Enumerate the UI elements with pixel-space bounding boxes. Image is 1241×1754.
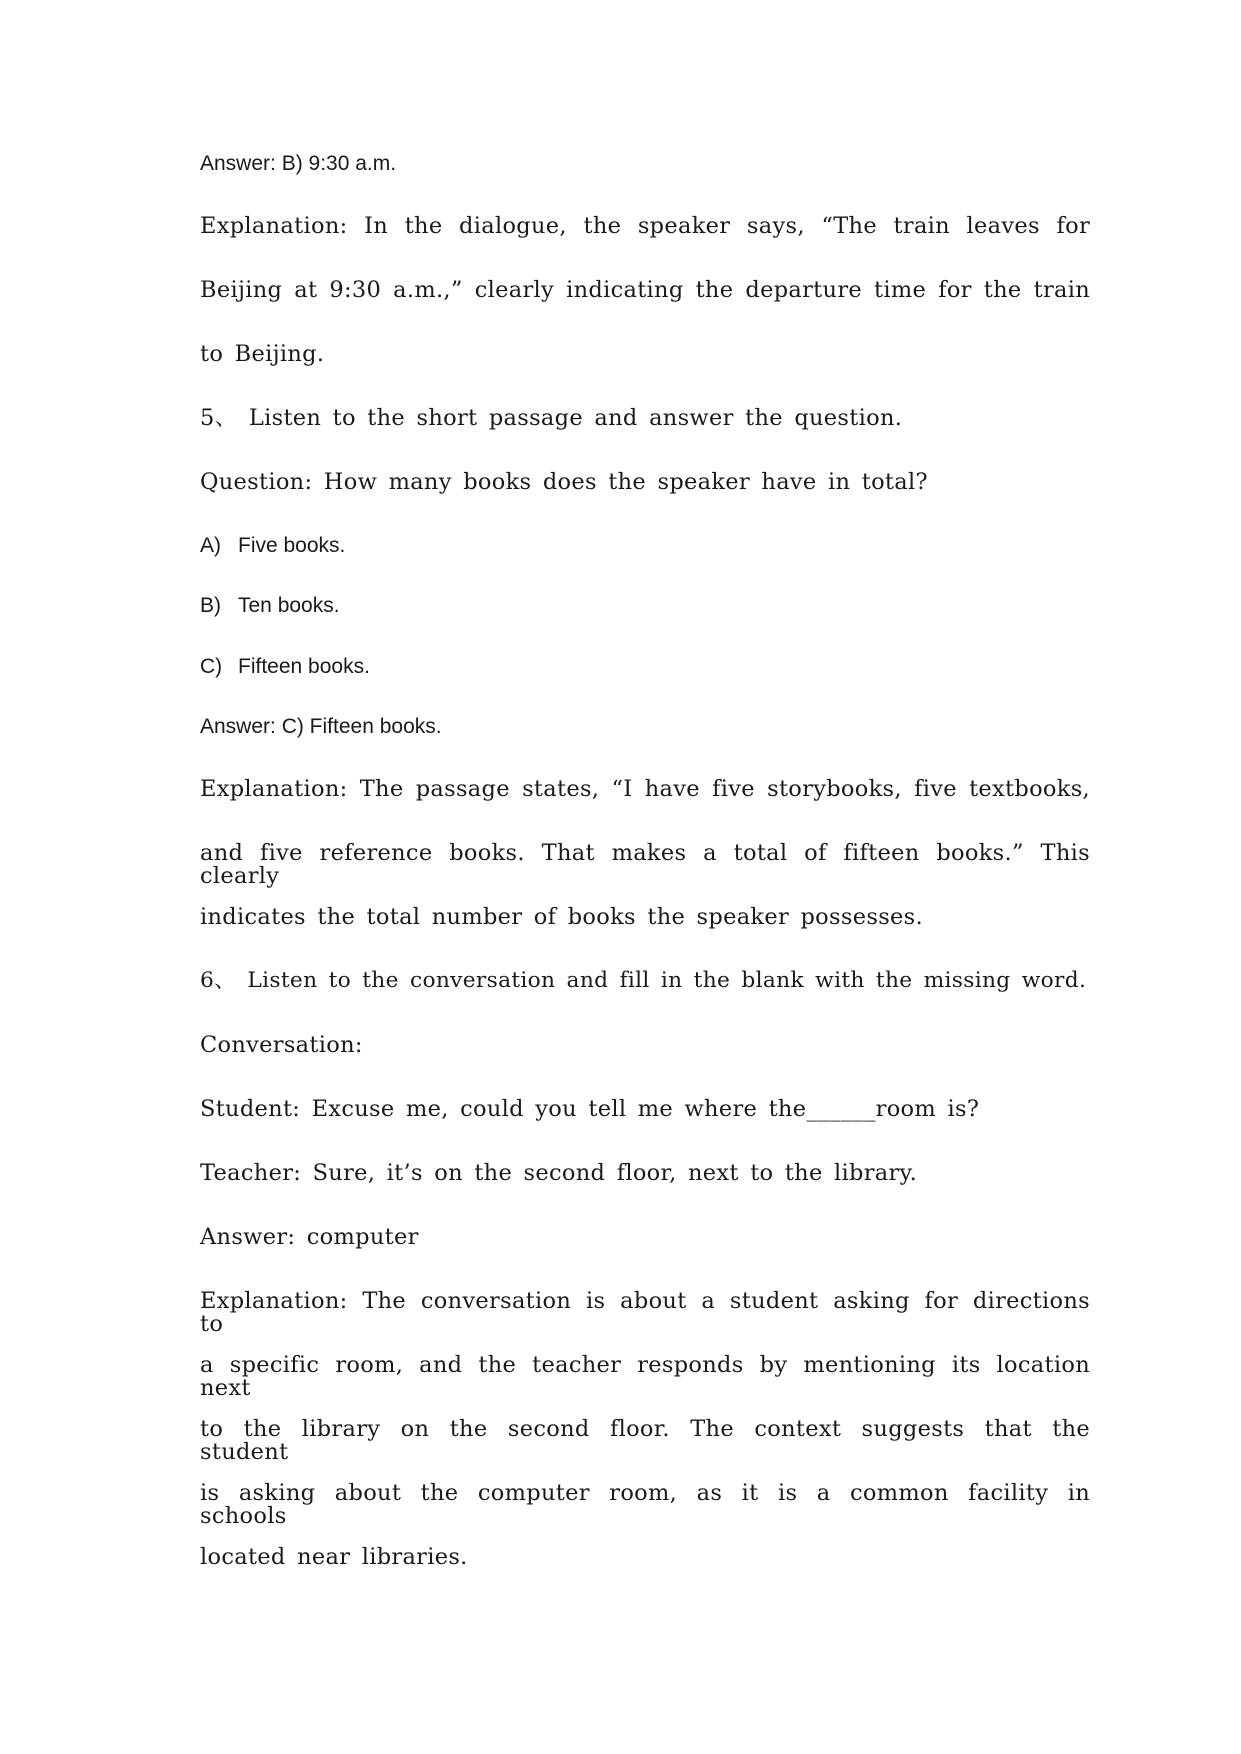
q4-explanation-line-2: Beijing at 9:30 a.m.,” clearly indicating the departure time for the train	[200, 277, 1090, 303]
q5-option-c	[200, 656, 1090, 677]
q5-option-b	[200, 595, 1090, 616]
q4-explanation-line-3: to Beijing.	[200, 341, 325, 367]
q6-heading: 6、 Listen to the conversation and fill in the blank with the missing word.	[200, 968, 1087, 993]
q6-explanation-line-4: is asking about the computer room, as it is a common facility in schools	[200, 1480, 1090, 1529]
q6-answer: Answer: computer	[200, 1224, 419, 1250]
option-letter: B)	[200, 594, 221, 617]
q6-explanation-line-5: located near libraries.	[200, 1544, 468, 1570]
q6-explanation-line-2: a specific room, and the teacher responds by mentioning its location next	[200, 1352, 1090, 1401]
option-letter: C)	[200, 655, 223, 678]
option-text: Fifteen books.	[238, 655, 370, 678]
q6-teacher-line: Teacher: Sure, it’s on the second floor, next to the library.	[200, 1160, 918, 1186]
option-text: Ten books.	[238, 594, 340, 617]
q5-option-a	[200, 535, 1090, 556]
q5-question: Question: How many books does the speaker have in total?	[200, 469, 928, 495]
option-text: Five books.	[238, 534, 346, 557]
q5-explanation-line-3: indicates the total number of books the speaker possesses.	[200, 904, 923, 930]
q6-conversation-label: Conversation:	[200, 1032, 363, 1058]
q6-explanation-line-3: to the library on the second floor. The context suggests that the student	[200, 1416, 1090, 1465]
option-letter: A)	[200, 534, 221, 557]
q5-heading: 5、 Listen to the short passage and answer the question.	[200, 405, 903, 431]
q6-student-line: Student: Excuse me, could you tell me where the______room is?	[200, 1096, 980, 1122]
q4-answer: Answer: B) 9:30 a.m.	[200, 152, 397, 175]
q5-explanation-line-1: Explanation: The passage states, “I have five storybooks, five textbooks,	[200, 776, 1090, 802]
q5-answer: Answer: C) Fifteen books.	[200, 715, 442, 738]
q6-explanation-line-1: Explanation: The conversation is about a student asking for directions to	[200, 1288, 1090, 1337]
q4-explanation-line-1: Explanation: In the dialogue, the speaker says, “The train leaves for	[200, 213, 1090, 239]
q5-explanation-line-2: and five reference books. That makes a total of fifteen books.” This clearly	[200, 840, 1090, 889]
